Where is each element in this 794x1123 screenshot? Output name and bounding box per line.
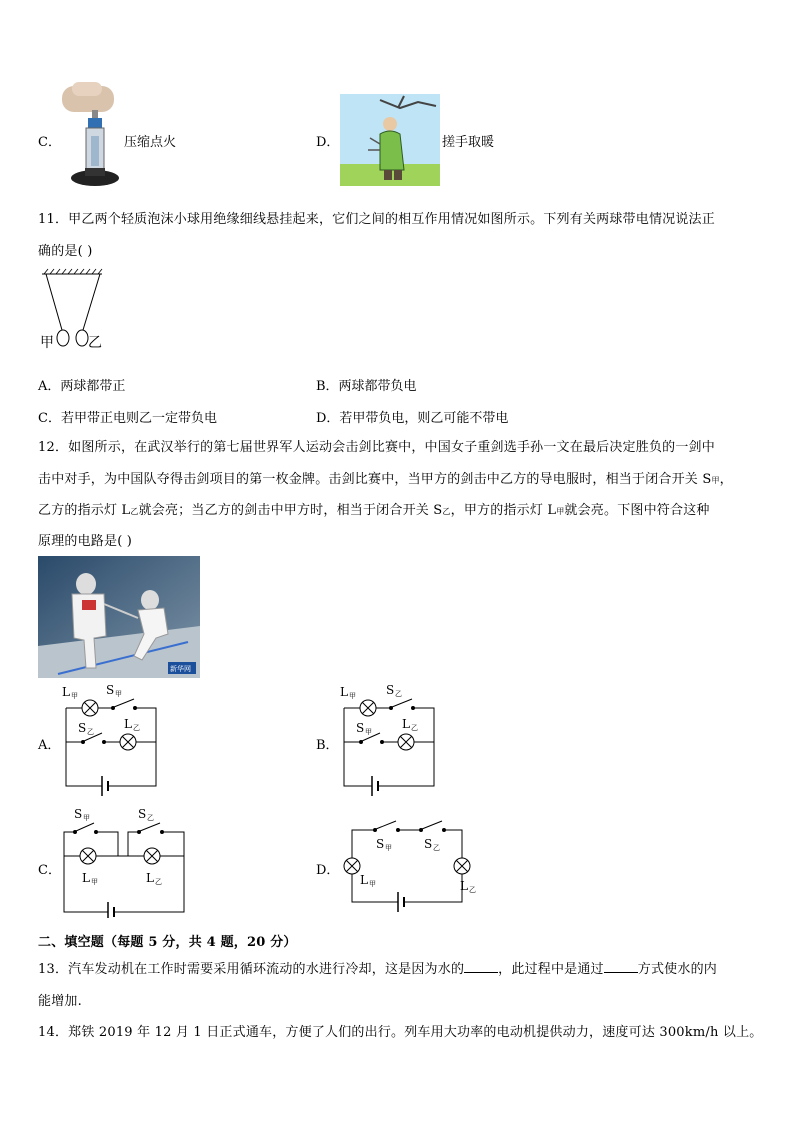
svg-text:乙: 乙 — [395, 690, 402, 698]
option-d-text: 搓手取暖 — [442, 135, 495, 150]
svg-text:甲: 甲 — [91, 878, 98, 886]
q11-option-c[interactable]: C．若甲带正电则乙一定带负电 — [38, 411, 217, 426]
svg-text:乙: 乙 — [155, 878, 162, 886]
svg-text:乙: 乙 — [433, 844, 440, 852]
q11-line1: 11．甲乙两个轻质泡沫小球用绝缘细线悬挂起来，它们之间的相互作用情况如图所示。下列有关两球带电情况说法正 — [38, 212, 715, 227]
svg-text:甲: 甲 — [349, 692, 356, 700]
svg-text:乙: 乙 — [133, 724, 140, 732]
q12-option-b[interactable]: B． — [316, 738, 339, 753]
circuit-d — [340, 816, 480, 916]
hanging-balls-figure — [38, 268, 118, 356]
ball-label-jia: 甲 — [40, 335, 54, 351]
circuit-b — [338, 682, 448, 798]
svg-text:S: S — [106, 683, 115, 697]
svg-text:甲: 甲 — [83, 814, 90, 822]
circuit-c — [60, 806, 190, 918]
q14-line1: 14．郑铁 2019 年 12 月 1 日正式通车，方便了人们的出行。列车用大功率的电动机提供动力，速度可达 300km/h 以上。 — [38, 1025, 763, 1040]
q11-option-b[interactable]: B．两球都带负电 — [316, 379, 417, 394]
svg-text:S: S — [78, 721, 87, 735]
q12-option-c[interactable]: C． — [38, 863, 61, 878]
q12-line4: 原理的电路是( ) — [38, 534, 133, 549]
svg-text:S: S — [74, 807, 83, 821]
svg-text:L: L — [360, 873, 368, 887]
svg-text:S: S — [386, 683, 395, 697]
option-c-text: 压缩点火 — [124, 135, 177, 150]
svg-text:S: S — [356, 721, 365, 735]
q12-line1: 12．如图所示，在武汉举行的第七届世界军人运动会击剑比赛中，中国女子重剑选手孙一文在最后决定胜负的一剑中 — [38, 440, 715, 455]
svg-text:L: L — [82, 871, 90, 885]
air-compression-igniter-image — [58, 80, 124, 194]
svg-text:L: L — [460, 879, 468, 893]
svg-text:甲: 甲 — [115, 690, 122, 698]
q11-option-a[interactable]: A．两球都带正 — [38, 379, 126, 394]
q11-line2: 确的是( ) — [38, 244, 93, 259]
svg-text:甲: 甲 — [71, 692, 78, 700]
photo-caption: 新华网 — [170, 665, 191, 673]
option-c-letter: C． — [38, 135, 61, 150]
q13-blank-2[interactable] — [604, 960, 638, 973]
svg-text:S: S — [376, 837, 385, 851]
q13-line1: 13．汽车发动机在工作时需要采用循环流动的水进行冷却，这是因为水的 ，此过程中是通过 方式使水的内 — [38, 962, 717, 977]
q11-option-d[interactable]: D．若甲带负电，则乙可能不带电 — [316, 411, 509, 426]
q12-option-a[interactable]: A． — [38, 738, 61, 753]
svg-text:乙: 乙 — [147, 814, 154, 822]
svg-text:S: S — [138, 807, 147, 821]
section-heading: 二、填空题（每题 5 分，共 4 题，20 分） — [38, 935, 297, 950]
svg-text:甲: 甲 — [365, 728, 372, 736]
fencing-photo — [38, 556, 200, 678]
q13-line2: 能增加. — [38, 994, 82, 1009]
q12-line2: 击中对手，为中国队夺得击剑项目的第一枚金牌。击剑比赛中，当甲方的剑击中乙方的导电服时，相当于闭合开关 S甲， — [38, 472, 733, 487]
svg-text:L: L — [62, 685, 70, 699]
svg-text:甲: 甲 — [385, 844, 392, 852]
circuit-a — [60, 682, 170, 798]
svg-text:L: L — [402, 717, 410, 731]
q12-option-d[interactable]: D． — [316, 863, 340, 878]
ball-label-yi: 乙 — [88, 335, 102, 351]
svg-text:乙: 乙 — [469, 886, 476, 894]
q13-blank-1[interactable] — [464, 960, 498, 973]
svg-text:L: L — [146, 871, 154, 885]
svg-text:L: L — [340, 685, 348, 699]
svg-text:乙: 乙 — [411, 724, 418, 732]
rubbing-hands-image — [340, 94, 440, 186]
svg-text:乙: 乙 — [87, 728, 94, 736]
option-d-letter: D． — [316, 135, 340, 150]
svg-text:S: S — [424, 837, 433, 851]
svg-text:L: L — [124, 717, 132, 731]
svg-text:甲: 甲 — [369, 880, 376, 888]
q12-line3: 乙方的指示灯 L乙就会亮；当乙方的剑击中甲方时，相当于闭合开关 S乙，甲方的指示灯 L甲就会亮。下图中符合这种 — [38, 503, 710, 518]
